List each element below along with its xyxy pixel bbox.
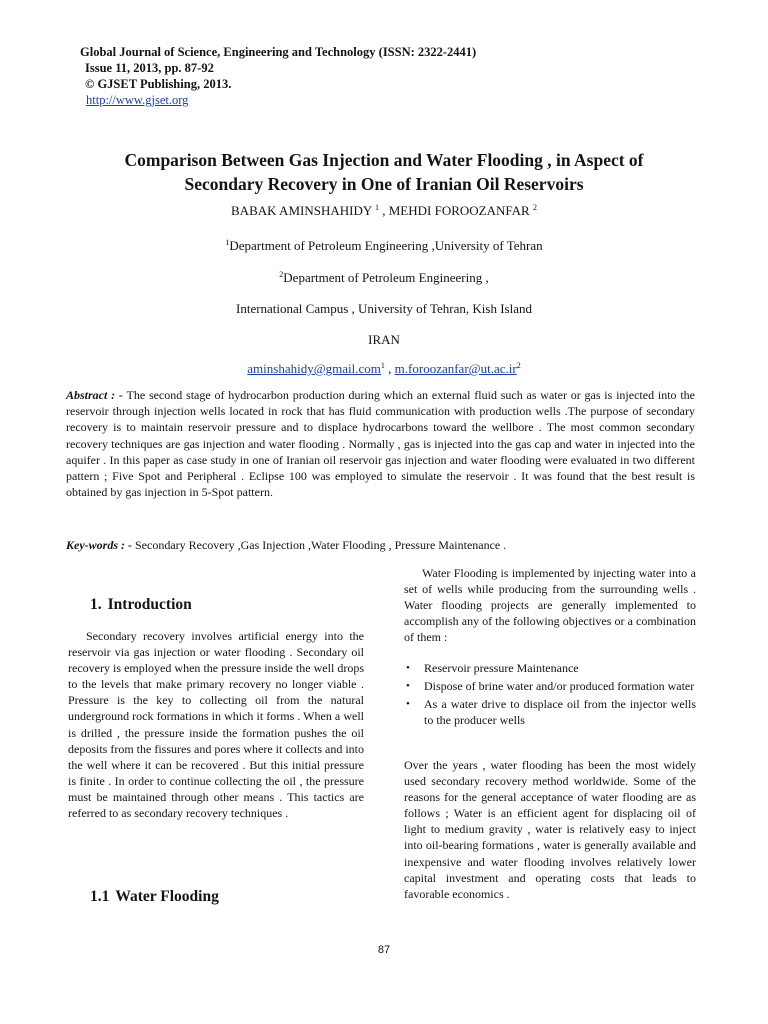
journal-name: Global Journal of Science, Engineering and Technology (ISSN: 2322-2441) [80, 45, 477, 59]
keywords-label: Key-words : - [66, 538, 132, 552]
affiliation-1 [40, 238, 728, 254]
abstract-text: The second stage of hydrocarbon production during which an external fluid such as water or gas is injected into the reservoir through injection wells located in rock that has fluid communication with production wells .The purpose of secondary recovery is to maintain reservoir pressure and to displace hydrocarbons toward the wellbore . The most common secondary recovery techniques are gas injection and water flooding . Normally , gas is injected into the gas cap and water in injected into the aquifer . In this paper as case study in one of Iranian oil reservoir gas injection and water flooding were evaluated in two different pattern ; Five Spot and Peripheral . Eclipse 100 was employed to simulate the reservoir . It was found that the best result is obtained by gas injection in 5-Spot pattern. [66, 388, 695, 500]
section-title: Introduction [107, 596, 192, 613]
email-link-2[interactable]: m.foroozanfar@ut.ac.ir [394, 361, 517, 376]
water-flooding-paragraph-1 [404, 565, 696, 645]
author-separator: , [379, 203, 389, 218]
email-list [40, 361, 728, 377]
journal-header [80, 44, 680, 108]
introduction-paragraph-text: Secondary recovery involves artificial energy into the reservoir via gas injection or water flooding . Secondary oil recovery is employed when the pressure inside the well drops to the levels that make primary recovery no longer viable . Pressure is the key to collecting oil from the natural underground rock formations in which it forms . When a well is drilled , the pressure inside the formation pushes the oil deposits from the fissures and pores where it collects and into the well where it can be recovered . But this initial pressure is finite . In order to continue collecting the oil , the pressure must be maintained through other means . This tactics are referred to as secondary recovery techniques . [68, 629, 364, 821]
title-line-2: Secondary Recovery in One of Iranian Oil Reservoirs [184, 174, 584, 194]
water-flooding-paragraph-2-text: Over the years , water flooding has been the most widely used secondary recovery method worldwide. Some of the reasons for the general acceptance of water flooding are as follows ; Water is an efficient agent for displacing oil of light to medium gravity , water is relatively easy to inject into oil-bearing formations , water is generally available and inexpensive and water flooding involves relatively lower capital investment and operating costs that leads to favorable economics . [404, 758, 696, 901]
introduction-paragraph [68, 628, 364, 821]
journal-issue: Issue 11, 2013, pp. 87-92 [85, 61, 214, 75]
email-link-1[interactable]: aminshahidy@gmail.com [247, 361, 381, 376]
list-item-text: Reservoir pressure Maintenance [424, 661, 579, 675]
author-list [40, 203, 728, 219]
abstract-label: Abstract : - [66, 388, 123, 402]
author-2: MEHDI FOROOZANFAR [388, 203, 530, 218]
water-flooding-paragraph-2 [404, 757, 696, 902]
email-2-mark: 2 [516, 361, 521, 370]
journal-publisher: © GJSET Publishing, 2013. [85, 77, 232, 91]
abstract [66, 387, 695, 500]
objectives-list [404, 660, 696, 730]
bullet-icon: • [406, 680, 410, 692]
email-separator: , [384, 361, 395, 376]
section-number: 1. [90, 596, 102, 613]
affiliation-campus: International Campus , University of Tehran, Kish Island [236, 301, 532, 316]
list-item-text: Dispose of brine water and/or produced formation water [424, 679, 695, 693]
affiliation-1-text: Department of Petroleum Engineering ,University of Tehran [229, 238, 543, 253]
page-number: 87 [377, 944, 391, 956]
section-heading-introduction [90, 596, 192, 614]
subsection-number: 1.1 [90, 888, 110, 905]
affiliation-country: IRAN [368, 332, 400, 347]
author-1: BABAK AMINSHAHIDY [231, 203, 372, 218]
list-item-text: As a water drive to displace oil from the injector wells to the producer wells [424, 697, 696, 727]
keywords [66, 538, 706, 553]
affiliation-1-mark: 1 [225, 238, 230, 247]
paper-title [40, 148, 728, 196]
list-item [404, 678, 696, 694]
water-flooding-paragraph-1-text: Water Flooding is implemented by injecting water into a set of wells while producing from the surrounding wells . Water flooding projects are generally implemented to accomplish any of the following objectives or a combination of them : [404, 566, 696, 645]
author-1-affiliation-mark: 1 [375, 203, 379, 212]
journal-url-link[interactable]: http://www.gjset.org [86, 93, 189, 107]
bullet-icon: • [406, 698, 410, 710]
title-line-1: Comparison Between Gas Injection and Water Flooding , in Aspect of [124, 150, 644, 170]
affiliation-2-mark: 2 [279, 270, 284, 279]
list-item [404, 696, 696, 728]
email-1-mark: 1 [380, 361, 385, 370]
affiliation-2-text: Department of Petroleum Engineering , [283, 270, 489, 285]
keywords-text: Secondary Recovery ,Gas Injection ,Water Flooding , Pressure Maintenance . [132, 538, 507, 552]
bullet-icon: • [406, 662, 410, 674]
author-2-affiliation-mark: 2 [532, 203, 537, 212]
affiliation-2 [40, 270, 728, 286]
list-item [404, 660, 696, 676]
subsection-title: Water Flooding [115, 888, 219, 905]
subsection-heading-water-flooding [90, 888, 219, 906]
